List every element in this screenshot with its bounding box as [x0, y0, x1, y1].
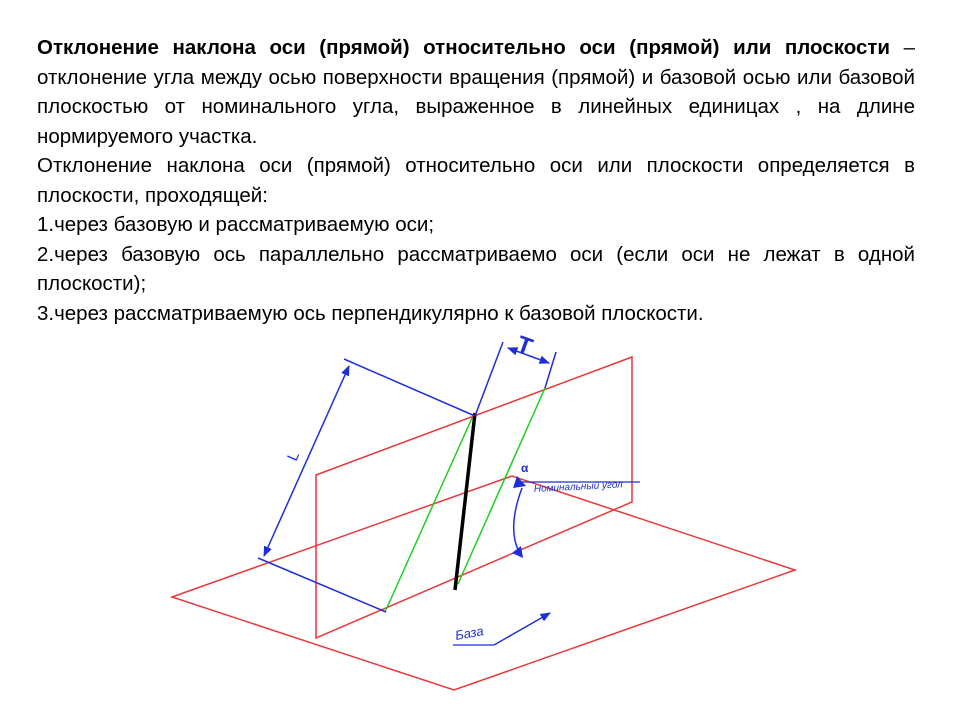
definition-text: – отклонение угла между осью поверхности вращения (прямой) и базовой осью или базовой плоскостью от номинального угла, выраженное в линейных единицах , на длине нормируемого участка. — [37, 36, 915, 148]
tolerance-extension-right — [545, 352, 556, 388]
base-label: База — [453, 623, 485, 643]
list-item-3: 3.через рассматриваемую ось перпендикулярно к базовой плоскости. — [37, 301, 704, 325]
considered-axis — [455, 413, 475, 590]
base-arrow — [494, 613, 550, 645]
base-plane — [172, 476, 795, 690]
tolerance-extension-left — [475, 342, 503, 416]
vertical-plane — [316, 357, 632, 638]
length-extension-bottom — [258, 558, 386, 612]
definition-term: Отклонение наклона оси (прямой) относительно оси (прямой) или плоскости — [37, 36, 890, 59]
paragraph-2: Отклонение наклона оси (прямой) относительно оси или плоскости определяется в плоскости, проходящей: — [37, 154, 915, 207]
length-extension-top — [344, 359, 475, 416]
length-label: L — [284, 449, 304, 464]
tolerance-label: T — [513, 330, 537, 362]
list-item-2: 2.через базовую ось параллельно рассматриваемо оси (если оси не лежат в одной плоскости); — [37, 242, 915, 295]
angle-arc — [514, 488, 522, 552]
nominal-angle-label: Номинальный угол — [533, 479, 624, 495]
angle-alpha-label: α — [521, 461, 529, 475]
list-item-1: 1.через базовую и рассматриваемую оси; — [37, 213, 435, 236]
length-dimension-line — [264, 366, 349, 556]
